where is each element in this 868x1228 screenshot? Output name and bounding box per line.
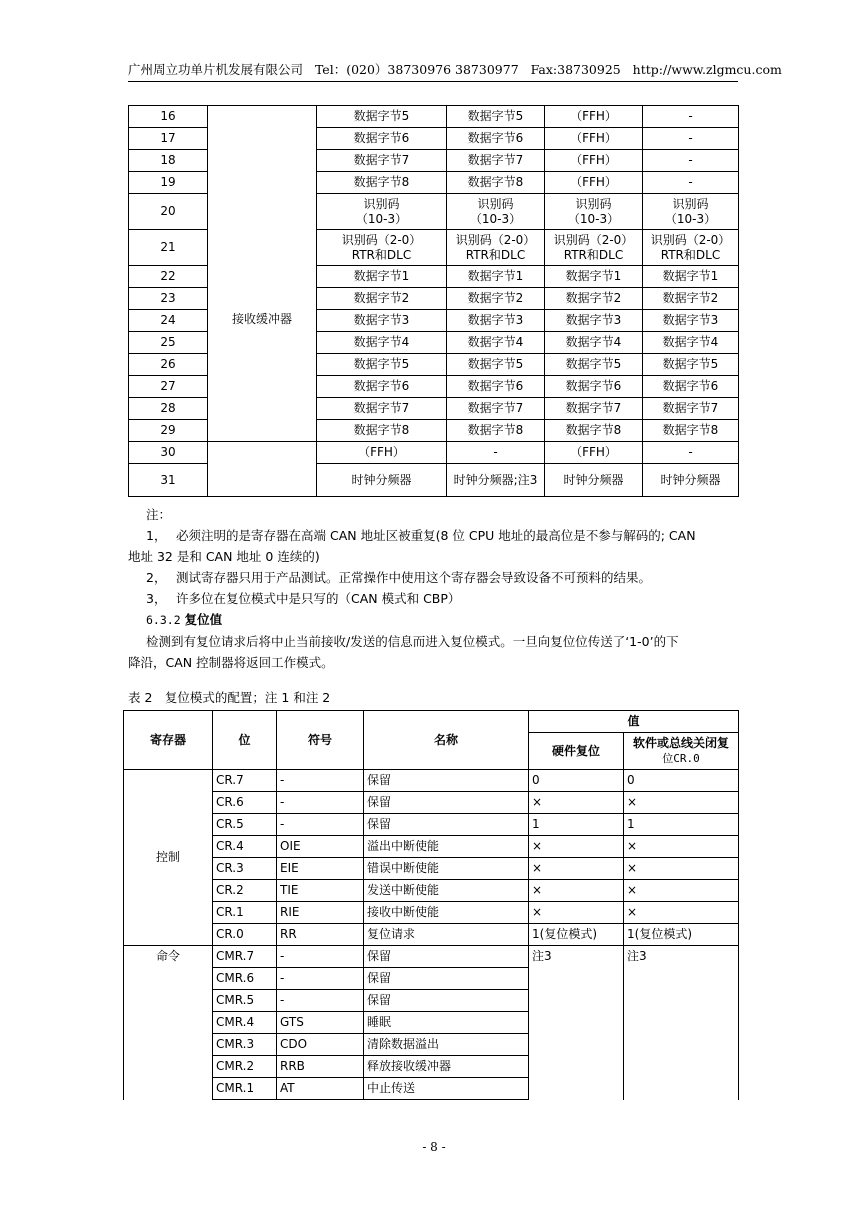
table2-caption: 表 2 复位模式的配置；注 1 和注 2 [128, 690, 331, 705]
group-command: 命令 [124, 946, 213, 1100]
section-number: 6.3.2 [146, 613, 181, 627]
cell-name: 接收中断使能 [364, 902, 529, 924]
header-sw-reset-line2: 位CR.0 [662, 752, 700, 765]
cell-bit: CMR.2 [213, 1056, 277, 1078]
paragraph-line-1: 检测到有复位请求后将中止当前接收/发送的信息而进入复位模式。一旦向复位位传送了‘1-0’的下 [146, 634, 679, 649]
table-cell: 数据字节8 [317, 420, 447, 442]
cell-line-1: 识别码 [477, 196, 514, 211]
note-2 [128, 567, 740, 588]
header-value: 值 [529, 711, 739, 733]
row-index: 21 [129, 230, 208, 266]
cell-sym: - [277, 792, 364, 814]
table-cell: 数据字节7 [317, 150, 447, 172]
table-cell: 时钟分频器;注3 [447, 464, 545, 497]
cell-hw: × [529, 792, 624, 814]
table-cell: 数据字节3 [643, 310, 739, 332]
table-cell: 数据字节5 [447, 354, 545, 376]
header-sw-reset [624, 733, 739, 770]
page-header [128, 62, 782, 78]
table-cell: 数据字节1 [643, 266, 739, 288]
table-cell: 数据字节4 [545, 332, 643, 354]
row-index: 26 [129, 354, 208, 376]
page-number: - 8 - [422, 1140, 446, 1154]
table-row [124, 946, 739, 968]
table-cell: （FFH） [545, 106, 643, 128]
header-fax: Fax:38730925 [530, 62, 621, 77]
note-1-number: 1， [146, 528, 167, 543]
cell-name: 发送中断使能 [364, 880, 529, 902]
table-cell [317, 230, 447, 266]
header-bit: 位 [213, 711, 277, 770]
table-row [129, 442, 739, 464]
cell-line-1: 识别码（2-0） [341, 232, 422, 247]
cell-bit: CR.7 [213, 770, 277, 792]
table-cell: - [643, 106, 739, 128]
header-hw-reset: 硬件复位 [529, 733, 624, 770]
row-index: 24 [129, 310, 208, 332]
table-cell [447, 230, 545, 266]
table-cell: （FFH） [317, 442, 447, 464]
table-cell: 数据字节7 [643, 398, 739, 420]
cell-bit: CMR.6 [213, 968, 277, 990]
header-sw-reset-line1: 软件或总线关闭复 [633, 736, 730, 750]
cell-hw: × [529, 836, 624, 858]
reset-config-table [123, 710, 739, 1100]
table-cell: 数据字节6 [643, 376, 739, 398]
table-cell [317, 194, 447, 230]
table-cell: 数据字节5 [545, 354, 643, 376]
cell-sym: - [277, 770, 364, 792]
cell-hw: × [529, 858, 624, 880]
table-cell: 数据字节6 [317, 376, 447, 398]
row-index: 25 [129, 332, 208, 354]
table-cell: 数据字节1 [447, 266, 545, 288]
cell-sym: - [277, 990, 364, 1012]
cell-name: 释放接收缓冲器 [364, 1056, 529, 1078]
cell-line-1: 识别码（2-0） [553, 232, 634, 247]
note-1-text: 必须注明的是寄存器在高端 CAN 地址区被重复(8 位 CPU 地址的最高位是不参与解码的; CAN [176, 528, 696, 543]
row-index: 20 [129, 194, 208, 230]
table-cell: 数据字节7 [545, 398, 643, 420]
row-index: 23 [129, 288, 208, 310]
cell-sym: CDO [277, 1034, 364, 1056]
table-cell: 数据字节3 [317, 310, 447, 332]
cell-hw: × [529, 880, 624, 902]
section-heading [128, 609, 740, 631]
cell-sw: × [624, 880, 739, 902]
table-cell: 数据字节8 [317, 172, 447, 194]
table-row [124, 792, 739, 814]
table-cell: 数据字节2 [643, 288, 739, 310]
row-index: 30 [129, 442, 208, 464]
cell-sym: - [277, 814, 364, 836]
cell-line-2: （10-3） [664, 211, 717, 226]
cell-sym: OIE [277, 836, 364, 858]
table-row [129, 106, 739, 128]
table-cell: 数据字节5 [447, 106, 545, 128]
cell-line-2: （10-3） [567, 211, 620, 226]
cell-line-2: （10-3） [469, 211, 522, 226]
cell-sw: 1 [624, 814, 739, 836]
table-cell: - [643, 172, 739, 194]
table-cell: 数据字节6 [447, 128, 545, 150]
cell-line-1: 识别码（2-0） [650, 232, 731, 247]
row-index: 18 [129, 150, 208, 172]
table-cell: - [643, 150, 739, 172]
table-cell: 数据字节8 [447, 172, 545, 194]
cell-hw: 1 [529, 814, 624, 836]
row-index: 16 [129, 106, 208, 128]
note-2-number: 2， [146, 570, 167, 585]
table-cell: 数据字节6 [317, 128, 447, 150]
cell-name: 保留 [364, 770, 529, 792]
table-cell: - [643, 442, 739, 464]
cell-line-2: RTR和DLC [660, 247, 721, 262]
section-title: 复位值 [184, 612, 223, 627]
cell-name: 保留 [364, 968, 529, 990]
table-cell: 数据字节5 [643, 354, 739, 376]
table-cell [545, 194, 643, 230]
table-cell: 数据字节7 [447, 150, 545, 172]
cell-sym: EIE [277, 858, 364, 880]
header-name: 名称 [364, 711, 529, 770]
cell-sym: RRB [277, 1056, 364, 1078]
note-3-text: 许多位在复位模式中是只写的（CAN 模式和 CBP） [176, 591, 461, 606]
group-cell-top [208, 106, 317, 442]
table-cell: 时钟分频器 [643, 464, 739, 497]
cell-sw: 1(复位模式) [624, 924, 739, 946]
cell-line-1: 识别码 [672, 196, 709, 211]
cell-bit: CR.0 [213, 924, 277, 946]
cell-name: 清除数据溢出 [364, 1034, 529, 1056]
table-row [124, 770, 739, 792]
table-cell: 数据字节4 [643, 332, 739, 354]
table-row [124, 902, 739, 924]
table-cell: 数据字节5 [317, 354, 447, 376]
cell-line-1: 识别码 [363, 196, 400, 211]
cell-line-2: RTR和DLC [465, 247, 526, 262]
table-cell: 数据字节5 [317, 106, 447, 128]
row-index: 19 [129, 172, 208, 194]
table-cell: （FFH） [545, 442, 643, 464]
table-row [124, 880, 739, 902]
cell-sw: × [624, 858, 739, 880]
cell-sym: RR [277, 924, 364, 946]
receive-buffer-label: 接收缓冲器 [231, 312, 292, 326]
cell-bit: CR.4 [213, 836, 277, 858]
cell-bit: CR.5 [213, 814, 277, 836]
note-3-number: 3， [146, 591, 167, 606]
cell-bit: CMR.5 [213, 990, 277, 1012]
header-company: 广州周立功单片机发展有限公司 [128, 62, 304, 77]
header-symbol: 符号 [277, 711, 364, 770]
table-cell: 数据字节1 [317, 266, 447, 288]
table-cell: （FFH） [545, 150, 643, 172]
cell-hw: × [529, 902, 624, 924]
table-cell: 数据字节1 [545, 266, 643, 288]
table-cell: 数据字节3 [447, 310, 545, 332]
table-cell: 数据字节8 [545, 420, 643, 442]
table-cell: 数据字节6 [545, 376, 643, 398]
note-1 [128, 525, 740, 546]
cell-sym: - [277, 946, 364, 968]
cell-name: 错误中断使能 [364, 858, 529, 880]
table-cell: 数据字节6 [447, 376, 545, 398]
table-cell: 数据字节4 [447, 332, 545, 354]
note-2-text: 测试寄存器只用于产品测试。正常操作中使用这个寄存器会导致设备不可预料的结果。 [176, 570, 652, 585]
cell-sym: GTS [277, 1012, 364, 1034]
cell-sw: × [624, 836, 739, 858]
cell-name: 保留 [364, 792, 529, 814]
row-index: 27 [129, 376, 208, 398]
cell-sym: - [277, 968, 364, 990]
row-index: 31 [129, 464, 208, 497]
cell-bit: CMR.4 [213, 1012, 277, 1034]
cell-sw: × [624, 792, 739, 814]
command-sw-note: 注3 [624, 946, 739, 1100]
cell-bit: CR.3 [213, 858, 277, 880]
cell-line-1: 识别码（2-0） [455, 232, 536, 247]
cell-bit: CR.1 [213, 902, 277, 924]
cell-name: 睡眠 [364, 1012, 529, 1034]
table-cell [643, 230, 739, 266]
table-cell: 数据字节8 [643, 420, 739, 442]
table-cell: - [447, 442, 545, 464]
group-control: 控制 [124, 770, 213, 946]
cell-name: 溢出中断使能 [364, 836, 529, 858]
cell-line-2: RTR和DLC [563, 247, 624, 262]
cell-hw: 0 [529, 770, 624, 792]
table-cell [643, 194, 739, 230]
cell-name: 保留 [364, 814, 529, 836]
cell-line-2: RTR和DLC [351, 247, 412, 262]
cell-sw: × [624, 902, 739, 924]
note-3 [128, 588, 740, 609]
cell-hw: 1(复位模式) [529, 924, 624, 946]
table-cell: 数据字节4 [317, 332, 447, 354]
table-cell: 时钟分频器 [317, 464, 447, 497]
cell-line-1: 识别码 [575, 196, 612, 211]
row-index: 29 [129, 420, 208, 442]
table-cell: - [643, 128, 739, 150]
cell-bit: CR.6 [213, 792, 277, 814]
table-row [124, 814, 739, 836]
table-row [124, 858, 739, 880]
header-url: http://www.zlgmcu.com [632, 62, 782, 77]
cell-name: 保留 [364, 990, 529, 1012]
notes-title: 注： [146, 507, 172, 522]
table-cell: 数据字节2 [545, 288, 643, 310]
cell-name: 中止传送 [364, 1078, 529, 1100]
cell-bit: CR.2 [213, 880, 277, 902]
cell-line-2: （10-3） [355, 211, 408, 226]
row-index: 22 [129, 266, 208, 288]
row-index: 17 [129, 128, 208, 150]
note-1-continued: 地址 32 是和 CAN 地址 0 连续的) [128, 549, 320, 564]
header-register: 寄存器 [124, 711, 213, 770]
table-cell: （FFH） [545, 172, 643, 194]
command-hw-note: 注3 [529, 946, 624, 1100]
cell-name: 复位请求 [364, 924, 529, 946]
table-cell: 数据字节7 [447, 398, 545, 420]
header-rule [128, 81, 738, 82]
table-cell [447, 194, 545, 230]
header-tel: Tel：(020）38730976 38730977 [314, 62, 519, 77]
cell-bit: CMR.7 [213, 946, 277, 968]
table-row [124, 836, 739, 858]
table-cell: 数据字节2 [447, 288, 545, 310]
notes-section [128, 504, 740, 673]
table-cell: 数据字节7 [317, 398, 447, 420]
table-cell: 数据字节3 [545, 310, 643, 332]
table-cell [545, 230, 643, 266]
cell-sym: AT [277, 1078, 364, 1100]
register-map-table [128, 105, 739, 497]
table-row [124, 924, 739, 946]
group-cell-bottom [208, 442, 317, 497]
table-cell: 数据字节2 [317, 288, 447, 310]
cell-sym: TIE [277, 880, 364, 902]
row-index: 28 [129, 398, 208, 420]
cell-sw: 0 [624, 770, 739, 792]
table-cell: 数据字节8 [447, 420, 545, 442]
cell-name: 保留 [364, 946, 529, 968]
cell-bit: CMR.1 [213, 1078, 277, 1100]
table-cell: （FFH） [545, 128, 643, 150]
paragraph-line-2: 降沿，CAN 控制器将返回工作模式。 [128, 655, 334, 670]
table-cell: 时钟分频器 [545, 464, 643, 497]
cell-sym: RIE [277, 902, 364, 924]
cell-bit: CMR.3 [213, 1034, 277, 1056]
